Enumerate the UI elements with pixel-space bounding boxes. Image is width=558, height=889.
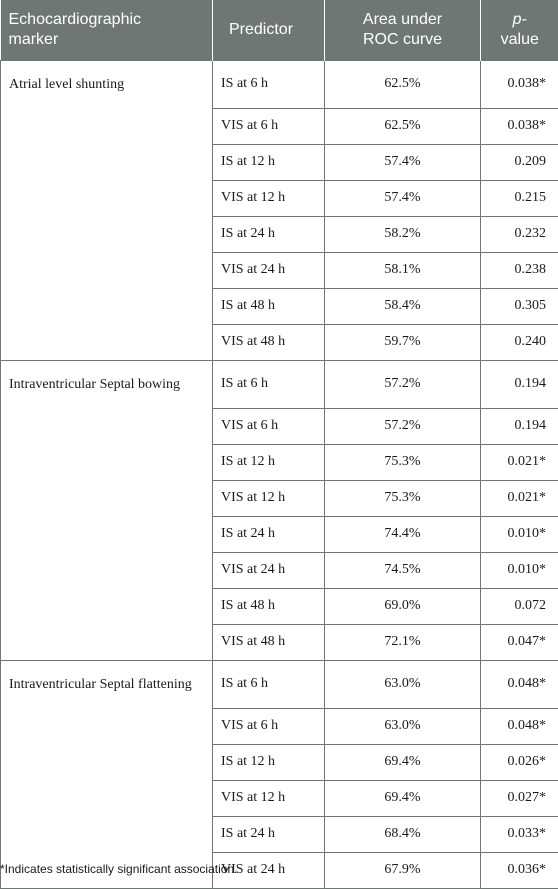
- auc-cell: 57.4%: [325, 180, 481, 216]
- p-value-cell: 0.240: [481, 324, 558, 360]
- predictor-cell: VIS at 12 h: [213, 180, 325, 216]
- table-row: [1, 60, 558, 108]
- predictor-cell: IS at 24 h: [213, 216, 325, 252]
- auc-cell: 69.4%: [325, 780, 481, 816]
- header-p-line1: p-: [513, 11, 527, 28]
- p-value-cell: 0.021*: [481, 444, 558, 480]
- predictor-cell: IS at 12 h: [213, 444, 325, 480]
- predictor-cell: VIS at 24 h: [213, 252, 325, 288]
- auc-cell: 74.4%: [325, 516, 481, 552]
- p-value-cell: 0.194: [481, 360, 558, 408]
- auc-cell: 68.4%: [325, 816, 481, 852]
- predictor-cell: IS at 6 h: [213, 60, 325, 108]
- predictor-cell: IS at 12 h: [213, 744, 325, 780]
- auc-cell: 75.3%: [325, 444, 481, 480]
- auc-cell: 57.2%: [325, 360, 481, 408]
- auc-cell: 69.0%: [325, 588, 481, 624]
- header-marker-line1: Echocardiographic: [9, 11, 142, 28]
- auc-cell: 67.9%: [325, 852, 481, 888]
- marker-cell: Intraventricular Septal bowing: [1, 360, 213, 660]
- auc-cell: 59.7%: [325, 324, 481, 360]
- predictor-cell: IS at 6 h: [213, 360, 325, 408]
- predictor-cell: VIS at 24 h: [213, 552, 325, 588]
- header-predictor: [213, 0, 325, 60]
- auc-cell: 58.1%: [325, 252, 481, 288]
- predictor-cell: IS at 12 h: [213, 144, 325, 180]
- p-value-cell: 0.033*: [481, 816, 558, 852]
- p-value-cell: 0.026*: [481, 744, 558, 780]
- predictor-cell: VIS at 48 h: [213, 624, 325, 660]
- p-value-cell: 0.048*: [481, 708, 558, 744]
- auc-cell: 58.2%: [325, 216, 481, 252]
- p-value-cell: 0.038*: [481, 108, 558, 144]
- p-value-cell: 0.305: [481, 288, 558, 324]
- predictor-cell: VIS at 48 h: [213, 324, 325, 360]
- predictor-cell: IS at 6 h: [213, 660, 325, 708]
- table-row: [1, 660, 558, 708]
- header-marker-line2: marker: [9, 31, 59, 48]
- auc-cell: 72.1%: [325, 624, 481, 660]
- table-body: [1, 60, 558, 888]
- p-value-cell: 0.194: [481, 408, 558, 444]
- header-p-value: [481, 0, 558, 60]
- p-value-cell: 0.209: [481, 144, 558, 180]
- marker-cell: Intraventricular Septal flattening: [1, 660, 213, 888]
- p-value-cell: 0.047*: [481, 624, 558, 660]
- auc-cell: 57.4%: [325, 144, 481, 180]
- header-marker: [1, 0, 213, 60]
- predictor-cell: VIS at 12 h: [213, 780, 325, 816]
- p-value-cell: 0.036*: [481, 852, 558, 888]
- predictor-cell: IS at 48 h: [213, 288, 325, 324]
- predictor-cell: VIS at 12 h: [213, 480, 325, 516]
- p-value-cell: 0.048*: [481, 660, 558, 708]
- p-value-cell: 0.038*: [481, 60, 558, 108]
- auc-cell: 62.5%: [325, 60, 481, 108]
- predictor-cell: IS at 24 h: [213, 816, 325, 852]
- marker-cell: Atrial level shunting: [1, 60, 213, 360]
- p-value-cell: 0.010*: [481, 516, 558, 552]
- header-auc: [325, 0, 481, 60]
- predictor-cell: VIS at 6 h: [213, 708, 325, 744]
- predictor-cell: IS at 24 h: [213, 516, 325, 552]
- header-predictor-label: Predictor: [229, 21, 293, 38]
- auc-cell: 74.5%: [325, 552, 481, 588]
- predictor-cell: VIS at 6 h: [213, 108, 325, 144]
- auc-cell: 62.5%: [325, 108, 481, 144]
- auc-cell: 75.3%: [325, 480, 481, 516]
- p-value-cell: 0.232: [481, 216, 558, 252]
- p-value-cell: 0.215: [481, 180, 558, 216]
- header-auc-line1: Area under: [363, 11, 442, 28]
- auc-cell: 63.0%: [325, 660, 481, 708]
- predictor-cell: IS at 48 h: [213, 588, 325, 624]
- auc-cell: 63.0%: [325, 708, 481, 744]
- auc-cell: 58.4%: [325, 288, 481, 324]
- p-value-cell: 0.010*: [481, 552, 558, 588]
- header-auc-line2: ROC curve: [363, 31, 442, 48]
- predictor-cell: VIS at 24 h: [213, 852, 325, 888]
- p-value-cell: 0.021*: [481, 480, 558, 516]
- table-row: [1, 360, 558, 408]
- p-value-cell: 0.238: [481, 252, 558, 288]
- footnote: *Indicates statistically significant association.: [0, 862, 237, 876]
- p-value-cell: 0.027*: [481, 780, 558, 816]
- p-value-cell: 0.072: [481, 588, 558, 624]
- auc-cell: 69.4%: [325, 744, 481, 780]
- table-header: [1, 0, 558, 60]
- predictor-cell: VIS at 6 h: [213, 408, 325, 444]
- auc-cell: 57.2%: [325, 408, 481, 444]
- header-p-line2: value: [501, 31, 539, 48]
